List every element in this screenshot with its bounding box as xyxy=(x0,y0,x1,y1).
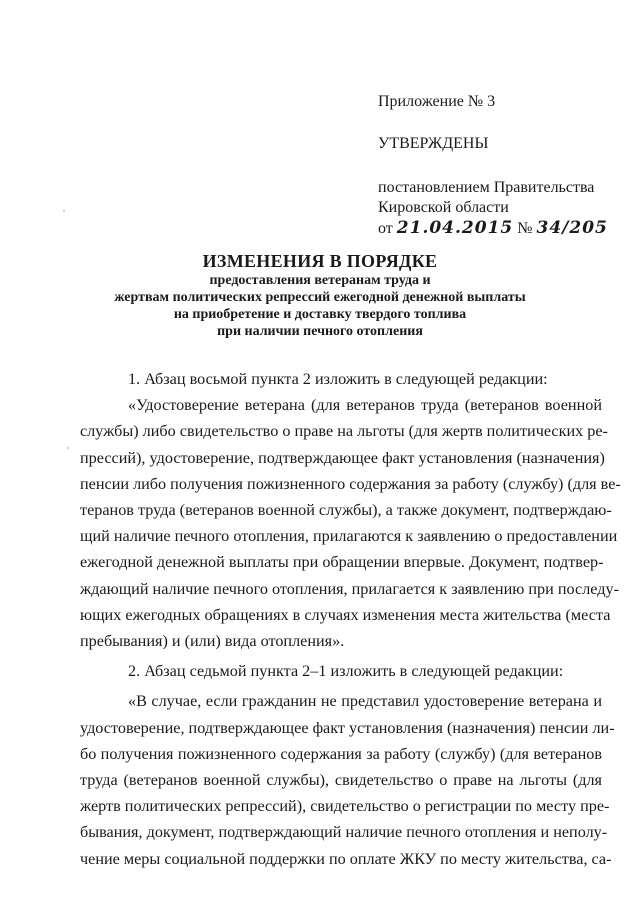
text-line: «В случае, если гражданин не представил удостоверение ветерана и xyxy=(128,692,602,711)
title-line: на приобретение и доставку твердого топлива xyxy=(173,307,467,322)
text-line: службы) либо свидетельство о праве на льготы (для жертв политических ре- xyxy=(80,422,608,441)
text-line: пребывания) и (или) вида отопления». xyxy=(80,632,345,651)
decree-date-number xyxy=(378,218,608,239)
text-line: чение меры социальной поддержки по оплате ЖКУ по месту жительства, са- xyxy=(80,849,612,868)
title-line: предоставления ветеранам труда и xyxy=(209,273,431,288)
text-line: жертв политических репрессий), свидетельство о регистрации по месту пре- xyxy=(80,797,610,816)
approval-block xyxy=(378,92,608,239)
paragraph-2-heading: 2. Абзац седьмой пункта 2–1 изложить в следующей редакции: xyxy=(128,662,564,681)
handwritten-date: 21.04.2015 xyxy=(396,218,514,238)
text-line: ежегодной денежной выплаты при обращении впервые. Документ, подтвер- xyxy=(80,553,604,572)
text-line: прессий), удостоверение, подтверждающее факт установления (назначения) xyxy=(80,448,605,467)
approved-heading: УТВЕРЖДЕНЫ xyxy=(378,135,489,152)
text-line: пенсии либо получения пожизненного содержания за работу (службу) (для ве- xyxy=(80,474,621,493)
handwritten-number: 34/205 xyxy=(536,218,608,238)
paragraph-1-heading: 1. Абзац восьмой пункта 2 изложить в следующей редакции: xyxy=(128,370,548,388)
scan-speck xyxy=(63,210,65,212)
text-line: бывания, документ, подтверждающий наличие печного отопления и неполу- xyxy=(80,823,608,842)
document-body xyxy=(80,366,621,872)
text-line: удостоверение, подтверждающее факт установления (назначения) пенсии ли- xyxy=(80,718,615,737)
text-line: «Удостоверение ветерана (для ветеранов труда (ветеранов военной xyxy=(128,396,602,415)
text-line: труда (ветеранов военной службы), свидетельство о праве на льготы (для xyxy=(80,771,602,790)
number-sign: № xyxy=(517,220,533,237)
appendix-number: Приложение № 3 xyxy=(378,93,496,110)
title-line: жертвам политических репрессий ежегодной денежной выплаты xyxy=(114,290,526,305)
text-line: бо получения пожизненного содержания за работу (службу) (для ветеранов xyxy=(80,744,602,763)
scan-speck xyxy=(67,447,69,449)
text-line: ющих ежегодных обращениях в случаях изменения места жительства (места xyxy=(80,605,611,624)
text-line: ждающий наличие печного отопления, прилагается к заявлению при последу- xyxy=(80,579,619,598)
decree-line-1: постановлением Правительства xyxy=(378,179,595,196)
decree-line-2: Кировской области xyxy=(378,199,509,216)
document-title xyxy=(40,250,600,340)
from-prefix: от xyxy=(378,220,393,237)
text-line: теранов труда (ветеранов военной службы), а также документ, подтверждаю- xyxy=(80,501,612,520)
title-main: ИЗМЕНЕНИЯ В ПОРЯДКЕ xyxy=(202,251,438,271)
title-line: при наличии печного отопления xyxy=(217,324,423,339)
text-line: щий наличие печного отопления, прилагаются к заявлению о предоставлении xyxy=(80,527,618,546)
